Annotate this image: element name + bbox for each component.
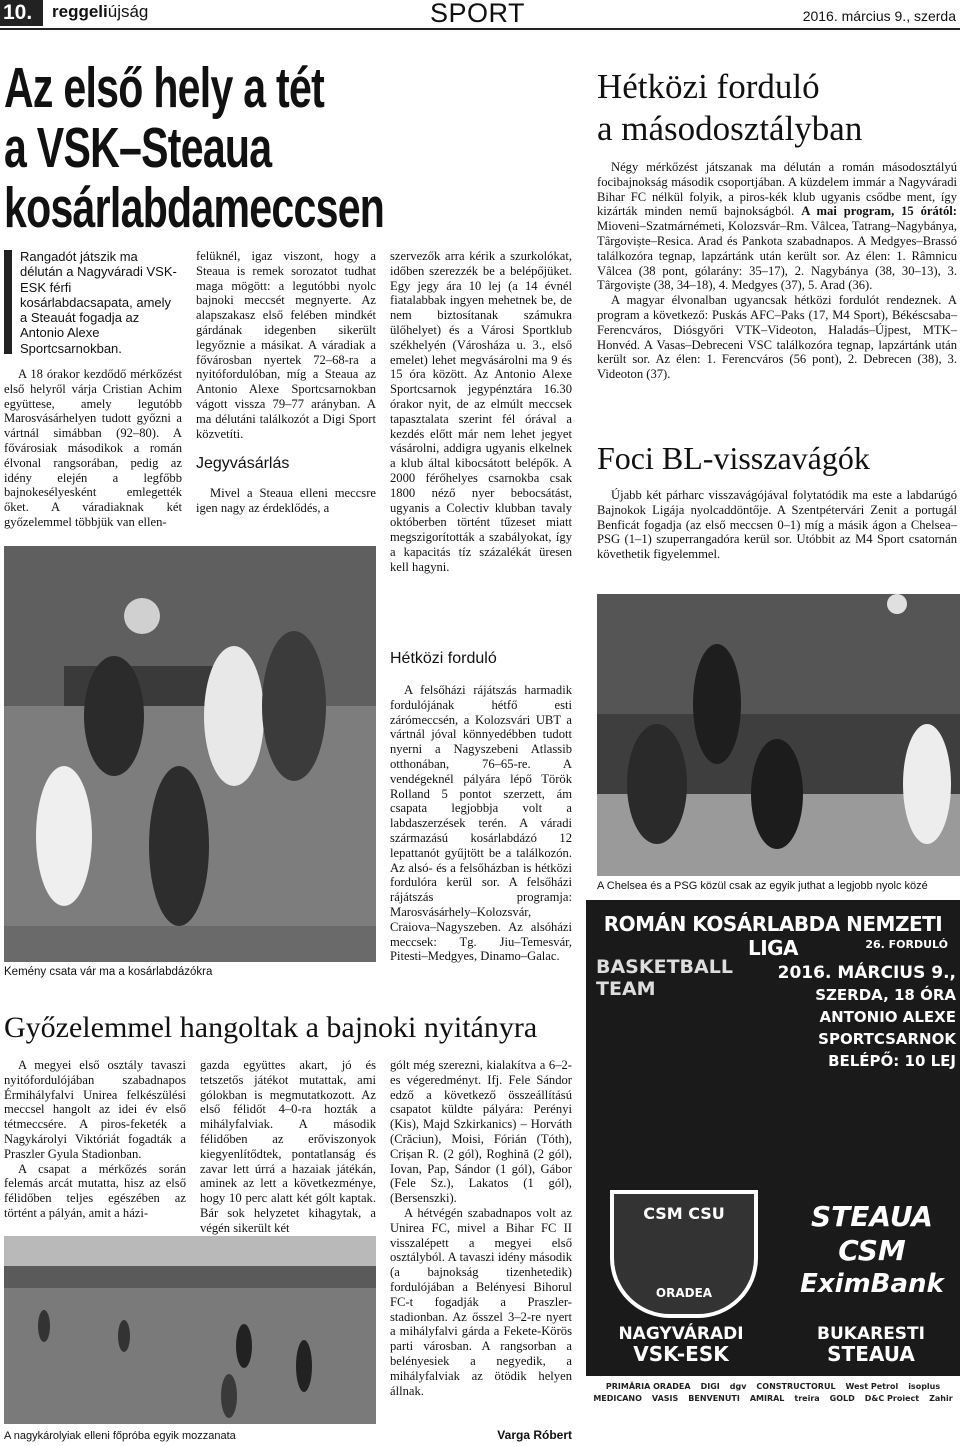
home-logo-text: CSM CSU xyxy=(643,1204,725,1223)
issue-date: 2016. március 9., szerda xyxy=(802,8,956,24)
sponsor-logo: D&C Proiect xyxy=(864,1394,920,1403)
sponsor-logo: MEDICANO xyxy=(593,1394,642,1403)
ad-title: ROMÁN KOSÁRLABDA NEMZETI LIGA xyxy=(603,912,943,960)
ad-tag: BASKETBALL TEAM xyxy=(596,956,733,1000)
hetkozi-text: A felsőházi rájátszás harmadik fordulójának hétfő esti zárómeccsén, a Kolozsvári UBT a vártnál jóval könnyedébben tudott nyerni a Nagyszebeni Atlassib otthonában, 76–65-re. A vendégeknél pályára lépő Török Rolland 5 pontot szerzett, ám csapata legjobbja volt a labdaszerzések terén. A váradi származású kosárlabdázó 12 lepattanót gyűjtött be a találkozón. Az alsó- és a felsőházban is hétközi fordulóra kerül sor. A felsőházi rájátszás programja: Marosvásárhely–Kolozsvár, Craiova–Nagyszeben. Az alsóházi meccsek: Tg. Jiu–Temesvár, Pitesti–Medgyes, Dinamo–Galac. xyxy=(390,683,572,964)
sponsor-strip xyxy=(586,1376,960,1446)
hetkozi-subhead: Hétközi forduló xyxy=(390,650,497,667)
football-text: Négy mérkőzést játszanak ma délután a román másodosztályú focibajnokság második csoportjában. A küzdelem immár a Nagyváradi Bihar FC nélkül folyik, a piros-kék klub ugyanis csődbe ment, így kizárták minden nemű bajnokságból. A mai program, 15 órától: Mioveni–Szatmárnémeti, Kolozsvár–Rm. Vâlcea, Tatrang–Nagybánya, Târgoviște–Resica. Arad és Pankota szabadnapos. A Medgyes–Brassó találkozóra tegnap, lapzártánk után került sor. Az élen: 1. Râmnicu Vâlcea (38 pont, gólarány: 35–17), 2. Nagybánya (38, 30–13), 3. Târgoviște (38, 34–18), 4. Medgyes (37), 5. Arad (36). A magyar élvonalban ugyancsak hétközi fordulót rendeznek. A program a következő: Puskás AFC–Paks (17, M4 Sport), Békéscsaba–Ferencváros, Diósgyőri VTK–Videoton, Haladás–Újpest, MTK–Honvéd. A Vasas–Debreceni VSC találkozóra tegnap, lapzártánk után került sor. Az élen: 1. Ferencváros (56 pont), 2. Debrecen (38), 3. Videoton (37). xyxy=(597,160,957,382)
page-number: 10. xyxy=(0,0,43,26)
lower-photo xyxy=(4,1236,376,1424)
sponsor-logo: Zahir xyxy=(929,1394,953,1403)
football-headline: Hétközi forduló a másodosztályban xyxy=(597,67,863,148)
main-headline: Az első hely a tét a VSK–Steaua kosárlabdameccsen xyxy=(4,56,385,240)
home-team-name: NAGYVÁRADI VSK-ESK xyxy=(618,1324,744,1366)
basketball-ad xyxy=(586,900,960,1446)
bl-headline: Foci BL-visszavágók xyxy=(597,440,870,476)
sponsor-logo: CONSTRUCTORUL xyxy=(756,1382,836,1391)
page-header xyxy=(0,0,960,30)
lower-photo-caption: A nagykárolyiak elleni főpróba egyik mozzanata xyxy=(4,1430,236,1442)
sponsor-logo: VASIS xyxy=(651,1394,679,1403)
lead-text: Rangadót játszik ma délután a Nagyváradi VSK-ESK férfi kosárlabdacsapata, amely a Steauát fogadja az Antonio Alexe Sportcsarnokban. xyxy=(20,249,177,356)
sponsor-logo: AMIRAL xyxy=(749,1394,785,1403)
home-team-logo xyxy=(610,1190,758,1318)
away-logo-text-2: EximBank xyxy=(800,1269,944,1299)
sponsor-logo: treira xyxy=(794,1394,820,1403)
bl-text: Újabb két párharc visszavágójával folytatódik ma este a labdarúgó Bajnokok Ligája nyolcaddöntője. A Szentpétervári Zenit a portugál Benficát fogadja (az első meccsen 0–1) míg a másik ágon a Chelsea–PSG (1–1) szuperrangadóra kerül sor. Utóbbit az M4 Sport csatornán követhetik figyelemmel. xyxy=(597,488,957,562)
ad-round: 26. FORDULÓ xyxy=(865,938,948,951)
lower-col2: gazda együttes akart, jó és tetszetős játékot mutattak, ami gólokban is megmutatkozott. Az első félidőt 4–0-ra hozták a mihályfalviak. A második félidőben az erőviszonyok kiegyenlítődtek, pontatlanság és zavar lett úrrá a hazaiak játékán, aminek az lett a következménye, hogy 10 perc alatt két gólt kaptak. Bár sok helyzetet kihagytak, a végén sikerült két xyxy=(200,1058,376,1235)
basketball-scene-image xyxy=(4,546,376,962)
sponsor-logo: West Petrol xyxy=(845,1382,899,1391)
football-photo-caption: A Chelsea és a PSG közül csak az egyik juthat a legjobb nyolc közé xyxy=(597,880,928,892)
main-article-col2: felüknél, igaz viszont, hogy a Steaua is remek sorozatot tudhat maga mögött: a legutóbbi nyolc bajnoki meccsét megnyerte. Az alapszakasz első felében mindkét gárdának idegenben sikerült legyőznie a másikat. A váradiak a fővárosban nyertek 72–68-ra a nyitófordulóban, míg a Steaua az Antonio Alexe Sportcsarnokban vágott vissza 79–77 arányban. A ma délutáni találkozót a Digi Sport közvetíti. Jegyvásárlás Mivel a Steaua elleni meccsre igen nagy az érdeklődés, a xyxy=(196,249,376,515)
basketball-photo-caption: Kemény csata vár ma a kosárlabdázókra xyxy=(4,966,213,978)
main-article-col1: A 18 órakor kezdődő mérkőzést első helyről várja Cristian Achim együttese, amely legutóbb Marosvásárhelyen tudott győzni a vártnál simábban (92–80). A fővárosiak másodikok a román élvonal rangsorában, pedig az idény elején a legfőbb bajnokesélyesként emlegették őket. A váradiaknak két győzelemmel többjük van ellen- xyxy=(4,367,182,529)
author: Varga Róbert xyxy=(497,1428,572,1442)
main-article-col3: szervezők arra kérik a szurkolókat, időben szerezzék be a belépőjüket. Egy jegy ára 10 lej (a 14 évnél fiatalabbak ingyen mehetnek be, de nem biztosítanak számukra ülőhelyet) és a Városi Sportklub székhelyén (Városháza u. 3., első emelet) lehet megvásárolni ma 9 és 15 óra között. Az Antonio Alexe Sportcsarnok jegypénztára 16.30 órakor nyit, de az elmúlt meccsek tapasztalata szerint fél órával a kezdés előtt már nem lehet jegyet vásárolni, addigra ugyanis elkelnek a klub által kibocsátott belépők. A 2000 férőhelyes csarnokba csak 1800 néző nyer bebocsátást, ugyanis a Colectiv klubban tavaly októberben történt tűzeset miatt megszigorították a szabályokat, így a kapacitás tíz százalékát üresen kell hagyni. xyxy=(390,249,572,574)
header-rule xyxy=(0,28,960,30)
publication-name: reggeliújság xyxy=(52,2,149,21)
away-team-logo xyxy=(792,1200,952,1310)
sponsor-logo: isoplus xyxy=(908,1382,941,1391)
lower-col3: gólt még szerezni, kialakítva a 6–2-es végeredményt. Ifj. Fele Sándor edző a következő összeállítású csapatot küldte pályára: Perényi (Kis), Majd Szkirkanics) – Horváth (Crăciun), Moisi, Fórián (Tóth), Crișan R. (2 gól), Roghină (2 gól), Iovan, Pap, Sándor (1 gól), Gábor (Fele Sz.), Lakatos (1 gól), (Bersenszki). A hétvégén szabadnapos volt az Unirea FC, mivel a Bihar FC II visszalépett a megyei első osztályból. A tavaszi idény második (a bajnokság tizenhetedik) fordulójában a Belényesi Bihorul FC-t fogadják a Praszler-stadionban. Az ősszel 3–2-re nyert a mihályfalvi gárda a Fekete-Körös parti városban. A rangsorban a belényesiek a negyedik, a mihályfalviak az ötödik helyen állnak. xyxy=(390,1058,572,1398)
away-logo-text-1: STEAUA CSM xyxy=(811,1200,933,1267)
ad-details: 2016. MÁRCIUS 9., SZERDA, 18 ÓRA ANTONIO ALEXE SPORTCSARNOK BELÉPŐ: 10 LEJ xyxy=(777,963,956,1070)
away-team-name: BUKARESTI STEAUA xyxy=(817,1324,925,1366)
football-photo xyxy=(597,594,960,876)
lower-headline: Győzelemmel hangoltak a bajnoki nyitányra xyxy=(4,1011,538,1044)
lower-col1: A megyei első osztály tavaszi nyitófordulójában szabadnapos Érmihályfalvi Unirea felkészülési meccsel hangolt az idei év első tétmeccsére. A piros-feketék a Nagykárolyi Viktóriát fogadták a Praszler Gyula Stadionban. A csapat a mérkőzés során felemás arcát mutatta, hisz az első félidőben teljes egészében az történt a pályán, amit a házi- xyxy=(4,1058,186,1220)
subhead-jegyvasarlas: Jegyvásárlás xyxy=(196,455,290,473)
football-scene-image xyxy=(597,594,960,876)
football-field-image xyxy=(4,1236,376,1424)
sponsor-list xyxy=(586,1376,960,1409)
section-title: SPORT xyxy=(430,0,526,28)
home-logo-sub: ORADEA xyxy=(655,1286,713,1300)
basketball-photo xyxy=(4,546,376,962)
sponsor-logo: DIGI xyxy=(700,1382,720,1391)
sponsor-logo: GOLD xyxy=(829,1394,855,1403)
sponsor-logo: BENVENUTI xyxy=(688,1394,740,1403)
lead-bar xyxy=(4,250,12,354)
sponsor-logo: dgv xyxy=(729,1382,747,1391)
sponsor-logo: PRIMĂRIA ORADEA xyxy=(605,1382,691,1391)
